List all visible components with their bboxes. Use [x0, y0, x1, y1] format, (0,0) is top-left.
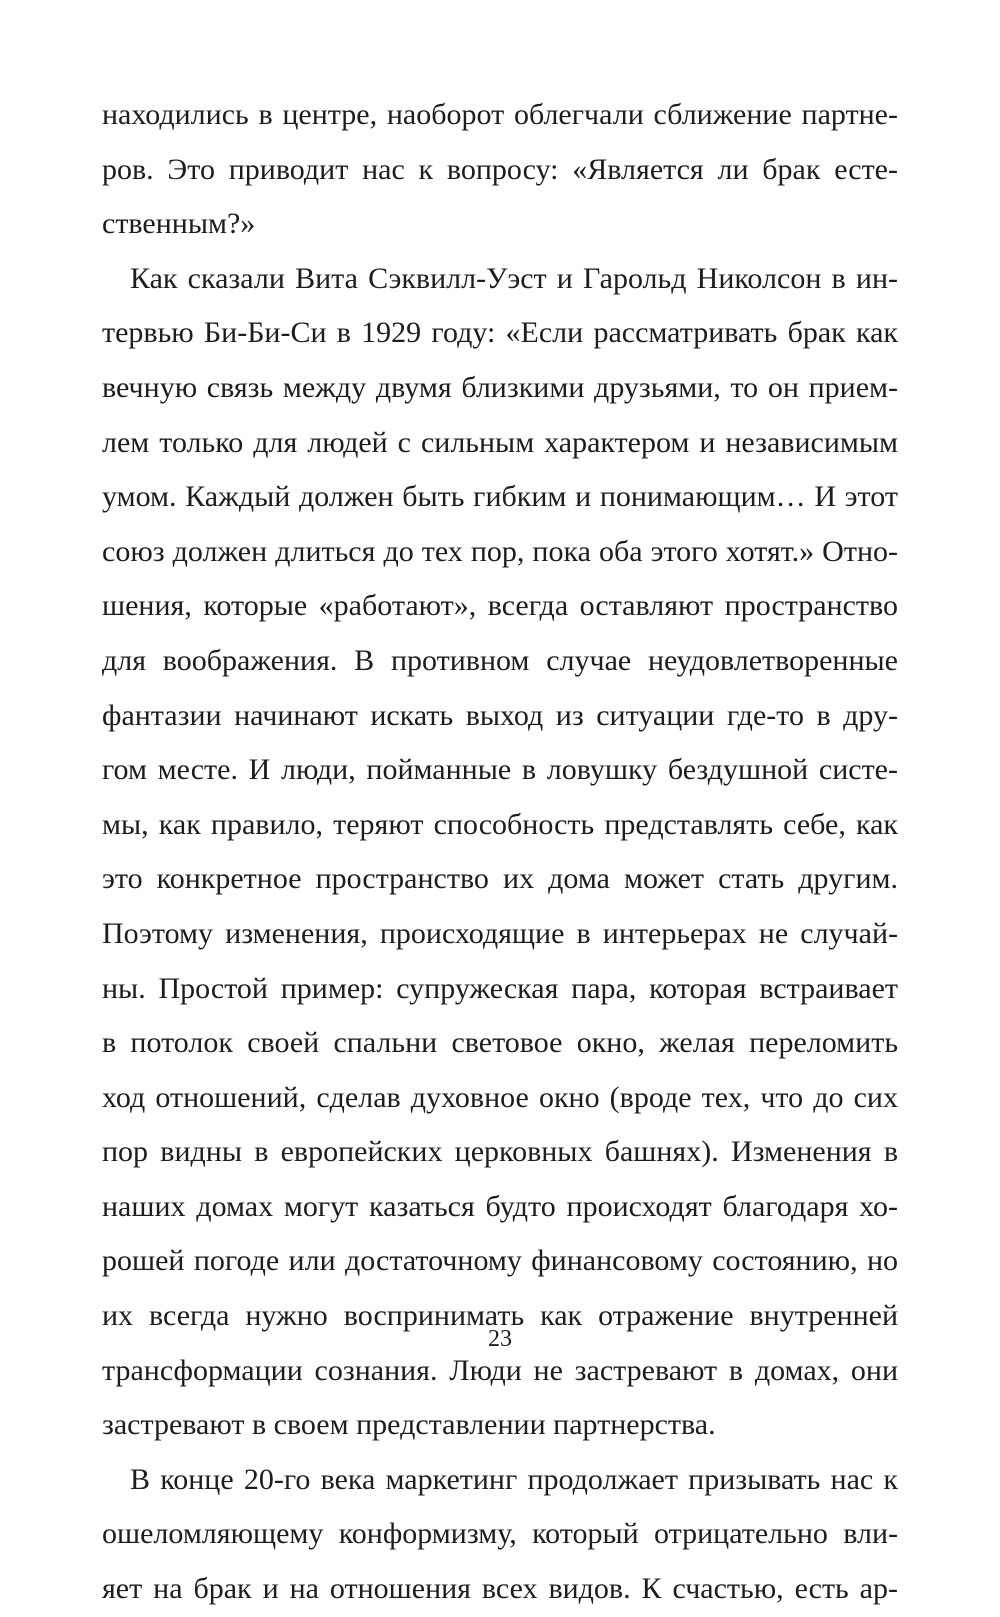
text-line: ственным?» [102, 207, 256, 241]
text-line: их всегда нужно воспринимать как отражение внутренней [102, 1299, 898, 1333]
text-line: для воображения. В противном случае неудовлетворенные [102, 643, 898, 677]
paragraph-2 [102, 252, 898, 1453]
text-line: трансформации сознания. Люди не застревают в домах, они [102, 1353, 898, 1387]
text-line: гом месте. И люди, пойманные в ловушку бездушной систе- [102, 753, 898, 787]
text-line: в потолок своей спальни световое окно, желая переломить [102, 1026, 898, 1060]
text-line: это конкретное пространство их дома может стать другим. [102, 862, 898, 896]
text-line: В конце 20-го века маркетинг продолжает призывать нас к [130, 1462, 898, 1496]
text-line: лем только для людей с сильным характером и независимым [102, 425, 898, 459]
paragraph-1 [102, 88, 898, 252]
text-line: Поэтому изменения, происходящие в интерьерах не случай- [102, 916, 898, 950]
text-line: наших домах могут казаться будто происходят благодаря хо- [102, 1189, 898, 1223]
text-line: умом. Каждый должен быть гибким и понимающим… И этот [102, 480, 898, 514]
body-text [102, 88, 898, 1617]
text-line: застревают в своем представлении партнерства. [102, 1408, 716, 1442]
text-line: союз должен длиться до тех пор, пока оба этого хотят.» Отно- [102, 534, 898, 568]
text-line: вечную связь между двумя близкими друзьями, то он прием- [102, 370, 898, 404]
text-line: рошей погоде или достаточному финансовому состоянию, но [102, 1244, 898, 1278]
text-line: шения, которые «работают», всегда оставляют пространство [102, 589, 898, 623]
text-line: Как сказали Вита Сэквилл-Уэст и Гарольд Николсон в ин- [130, 261, 898, 295]
text-line: ров. Это приводит нас к вопросу: «Является ли брак есте- [102, 152, 898, 186]
text-line: фантазии начинают искать выход из ситуации где-то в дру- [102, 698, 898, 732]
text-line: яет на брак и на отношения всех видов. К счастью, есть ар- [102, 1572, 898, 1606]
text-line: тервью Би-Би-Си в 1929 году: «Если рассматривать брак как [102, 316, 898, 350]
paragraph-3 [102, 1453, 898, 1617]
text-line: мы, как правило, теряют способность представлять себе, как [102, 807, 898, 841]
page-number: 23 [488, 1326, 512, 1352]
text-line: ход отношений, сделав духовное окно (вроде тех, что до сих [102, 1080, 898, 1114]
text-line: находились в центре, наоборот облегчали сближение партне- [102, 98, 898, 131]
text-line: ошеломляющему конформизму, который отрицательно вли- [102, 1517, 898, 1551]
text-line: пор видны в европейских церковных башнях). Изменения в [102, 1135, 898, 1169]
text-line: ны. Простой пример: супружеская пара, которая встраивает [102, 971, 898, 1005]
